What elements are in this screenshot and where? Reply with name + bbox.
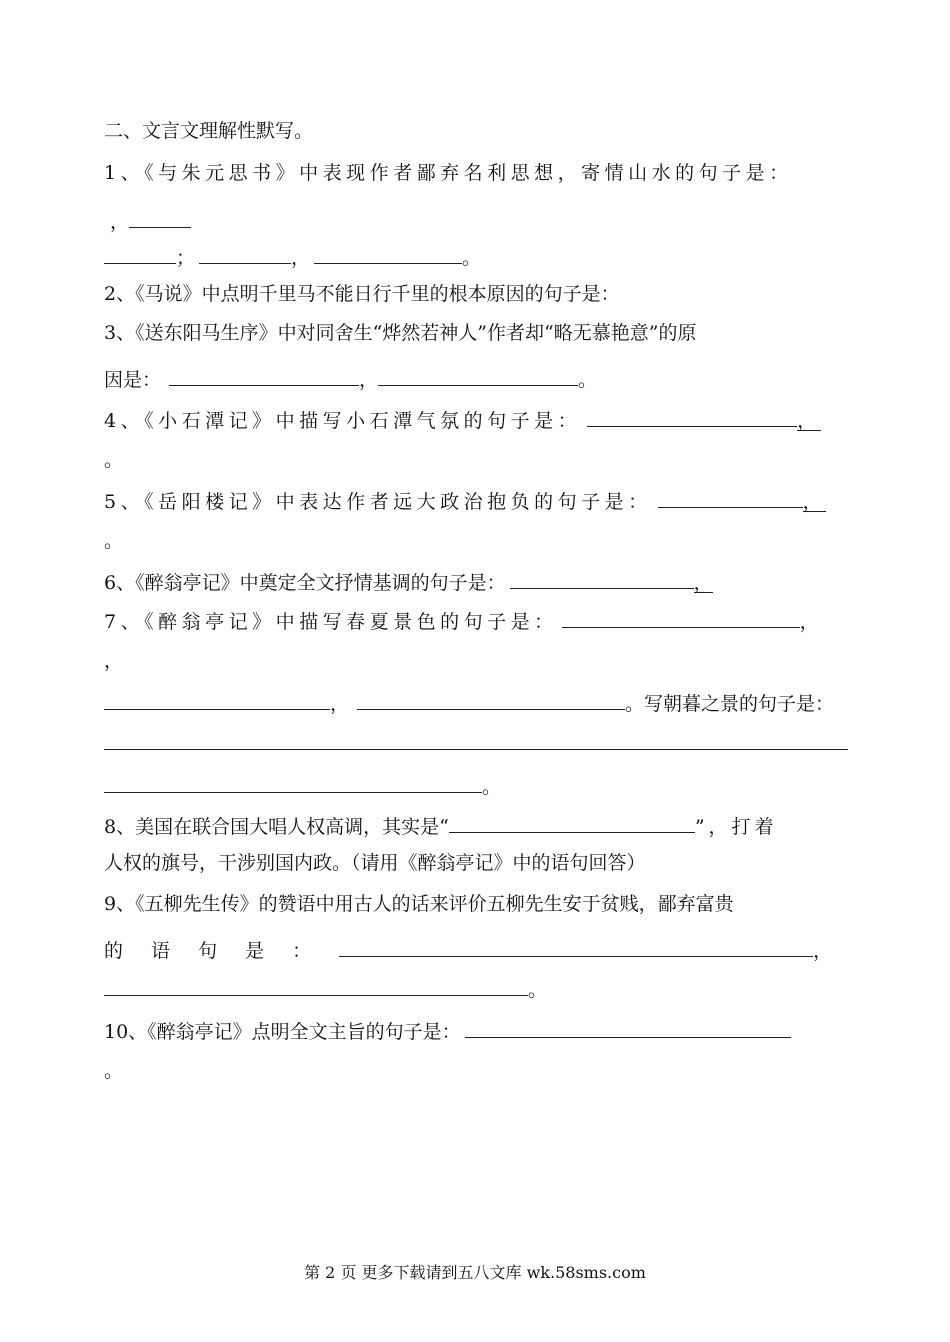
question-7-period-text: 。写朝暮之景的句子是： — [625, 693, 835, 715]
question-4-line1 — [104, 404, 821, 434]
question-1-comma-2: ， — [291, 247, 311, 269]
question-10-text: 10、《醉翁亭记》点明全文主旨的句子是： — [104, 1021, 461, 1043]
question-3-blank-1[interactable] — [169, 363, 359, 386]
question-4-comma: ， — [797, 410, 821, 432]
question-5-line1 — [104, 485, 826, 515]
question-3-text-cont: 因是： — [104, 369, 162, 391]
page-footer: 第 2 页 更多下载请到五八文库 wk.58sms.com — [304, 1263, 646, 1282]
question-7-text: 7、《醉翁亭记》中描写春夏景色的句子是： — [104, 611, 558, 633]
question-10-period: 。 — [104, 1060, 124, 1082]
question-5-comma: ， — [802, 491, 827, 513]
question-3-comma: ， — [359, 369, 379, 391]
question-8-line1 — [104, 810, 778, 840]
question-1-comma: ， — [110, 211, 130, 233]
question-7-blank-1[interactable] — [562, 605, 800, 628]
question-9-text-cont: 的 语 句 是 ： — [104, 940, 312, 962]
question-6-comma: ， — [693, 572, 713, 594]
question-7-comma-2: ， — [330, 693, 350, 715]
question-8-text: 8、美国在联合国大唱人权高调，其实是“ — [104, 816, 449, 838]
question-3-blank-2[interactable] — [378, 363, 578, 386]
question-7-blank-2[interactable] — [104, 687, 330, 710]
question-7-blank-5[interactable] — [104, 770, 482, 793]
question-3-period: 。 — [578, 369, 598, 391]
question-8-text-cont: 人权的旗号，干涉别国内政。（请用《醉翁亭记》中的语句回答） — [104, 852, 646, 874]
question-3-line2 — [104, 363, 597, 393]
question-1-text: 1、《与朱元思书》中表现作者鄙弃名利思想，寄情山水的句子是： — [104, 162, 793, 184]
question-9-text: 9、《五柳先生传》的赞语中用古人的话来评价五柳先生安于贫贱，鄙弃富贵 — [104, 893, 734, 915]
question-9-line3 — [104, 973, 547, 1003]
question-1-blank-4[interactable] — [314, 241, 462, 264]
question-7-line5 — [104, 770, 501, 800]
question-9-comma: ， — [813, 940, 833, 962]
question-1-blank-3[interactable] — [199, 241, 291, 264]
question-7-line3 — [104, 687, 834, 717]
question-2-text: 2、《马说》中点明千里马不能日行千里的根本原因的句子是： — [104, 283, 620, 305]
question-7-blank-3[interactable] — [357, 687, 625, 710]
question-6-blank-1[interactable] — [510, 566, 694, 589]
question-1-blank-2[interactable] — [104, 241, 176, 264]
question-1-semicolon: ； — [176, 247, 196, 269]
question-1-line3 — [104, 241, 481, 271]
question-7-comma-line: ， — [104, 650, 124, 672]
question-9-period: 。 — [528, 979, 548, 1001]
question-9-blank-2[interactable] — [104, 973, 528, 996]
question-5-text: 5、《岳阳楼记》中表达作者远大政治抱负的句子是： — [104, 491, 652, 513]
question-4-blank-1[interactable] — [587, 404, 797, 427]
question-5-blank-1[interactable] — [658, 485, 803, 508]
question-7-blank-4[interactable] — [104, 749, 848, 750]
question-7-line1 — [104, 605, 823, 635]
question-6-text: 6、《醉翁亭记》中奠定全文抒情基调的句子是： — [104, 572, 506, 594]
question-9-line2 — [104, 934, 832, 964]
question-4-period: 。 — [104, 449, 124, 471]
question-10-blank-1[interactable] — [465, 1015, 791, 1038]
question-7-comma: ， — [799, 611, 824, 633]
question-1-blank-1[interactable] — [129, 205, 191, 228]
section-title: 二、文言文理解性默写。 — [104, 120, 314, 142]
question-8-close-quote: ”，打着 — [694, 816, 778, 838]
question-4-text: 4、《小石潭记》中描写小石潭气氛的句子是： — [104, 410, 582, 432]
question-9-blank-1[interactable] — [339, 934, 813, 957]
question-10-line1 — [104, 1015, 791, 1045]
question-7-period: 。 — [482, 776, 502, 798]
question-8-blank-1[interactable] — [449, 810, 695, 833]
question-1-line2 — [110, 205, 191, 235]
question-3-text: 3、《送东阳马生序》中对同舍生“烨然若神人”作者却“略无慕艳意”的原 — [104, 322, 697, 344]
question-6-line1 — [104, 566, 713, 596]
question-5-period: 。 — [104, 530, 124, 552]
question-1-period: 。 — [462, 247, 482, 269]
